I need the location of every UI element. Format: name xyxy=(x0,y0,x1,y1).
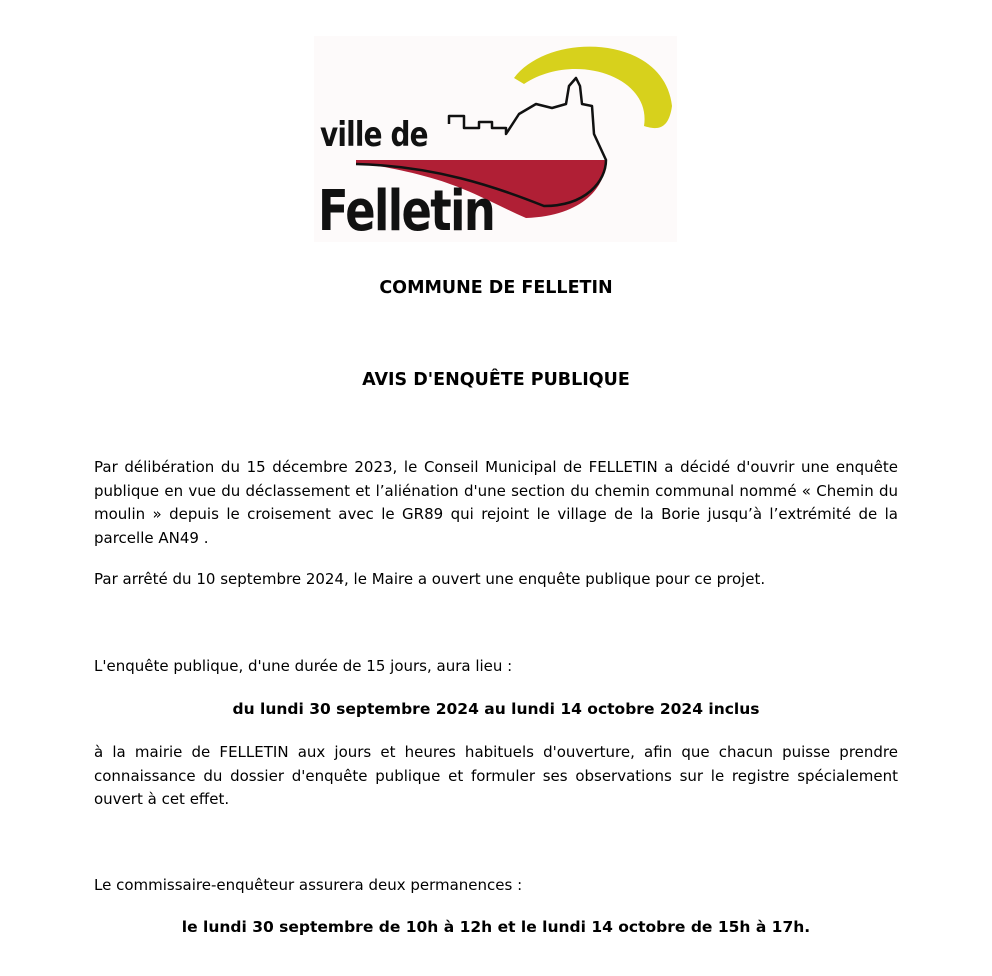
paragraph-duration: L'enquête publique, d'une durée de 15 jours, aura lieu : xyxy=(94,657,513,675)
logo-text-ville: ville de xyxy=(320,115,428,155)
enquiry-dates: du lundi 30 septembre 2024 au lundi 14 octobre 2024 inclus xyxy=(232,700,760,718)
paragraph-permanences: Le commissaire-enquêteur assurera deux permanences : xyxy=(94,876,523,894)
logo-text-felletin: Felletin xyxy=(318,179,495,244)
paragraph-location: à la mairie de FELLETIN aux jours et heures habituels d'ouverture, afin que chacun puisse prendre connaissance du dossier d'enquête publique et formuler ses observations sur le registre spécialement ouvert à cet effet. xyxy=(94,743,898,808)
felletin-logo xyxy=(314,36,677,242)
notice-title: AVIS D'ENQUÊTE PUBLIQUE xyxy=(362,370,630,390)
commune-heading: COMMUNE DE FELLETIN xyxy=(379,278,613,298)
paragraph-deliberation: Par délibération du 15 décembre 2023, le Conseil Municipal de FELLETIN a décidé d'ouvrir une enquête publique en vue du déclassement et l’aliénation d'une section du chemin communal nommé « Chemin du moulin » depuis le croisement avec le GR89 qui rejoint le village de la Borie jusqu’à l’extrémité de la parcelle AN49 . xyxy=(94,458,898,547)
paragraph-arrete: Par arrêté du 10 septembre 2024, le Maire a ouvert une enquête publique pour ce projet. xyxy=(94,570,766,588)
permanence-dates: le lundi 30 septembre de 10h à 12h et le lundi 14 octobre de 15h à 17h. xyxy=(181,918,811,936)
